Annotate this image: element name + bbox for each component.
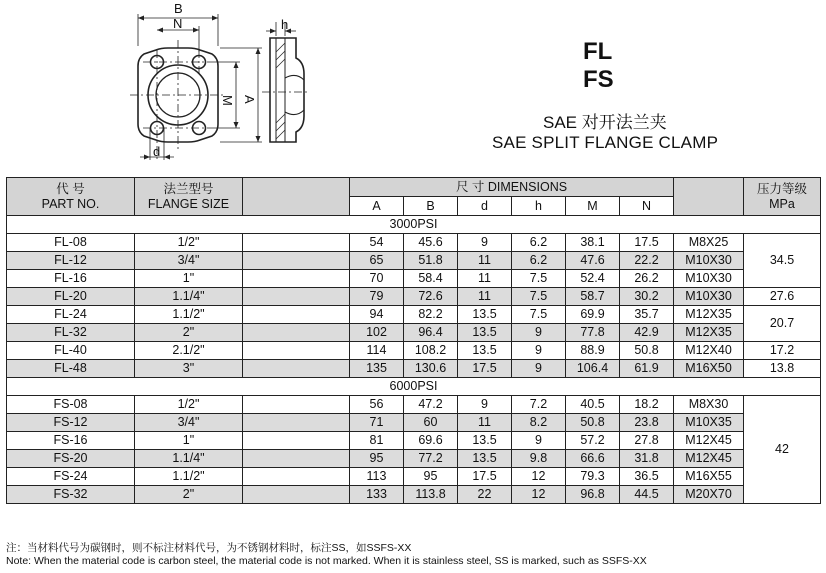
flange-size-cell: 2" <box>135 486 243 504</box>
flange-size-cell: 1" <box>135 432 243 450</box>
bolt-cell: M10X30 <box>674 270 744 288</box>
dim-n-cell: 17.5 <box>620 234 674 252</box>
dim-h-cell: 9 <box>512 432 566 450</box>
part-no-cell: FL-40 <box>7 342 135 360</box>
dim-h-cell: 7.5 <box>512 306 566 324</box>
header-dim-m: M <box>566 197 620 216</box>
flange-size-cell: 3/4" <box>135 252 243 270</box>
dim-a-cell: 79 <box>350 288 404 306</box>
notes <box>6 542 647 568</box>
dim-label-a: A <box>242 95 257 104</box>
dim-b-cell: 60 <box>404 414 458 432</box>
dim-d-cell: 11 <box>458 270 512 288</box>
dim-label-h: h <box>281 17 289 32</box>
part-no-cell: FL-48 <box>7 360 135 378</box>
dim-h-cell: 9 <box>512 324 566 342</box>
table-row <box>7 324 821 342</box>
bolt-cell: M16X55 <box>674 468 744 486</box>
flange-size-cell: 1.1/4" <box>135 288 243 306</box>
dim-a-cell: 65 <box>350 252 404 270</box>
bolt-cell: M10X30 <box>674 288 744 306</box>
dim-a-cell: 113 <box>350 468 404 486</box>
table-row <box>7 288 821 306</box>
section-header: 3000PSI <box>7 216 821 234</box>
dim-n-cell: 35.7 <box>620 306 674 324</box>
table-row <box>7 432 821 450</box>
dim-d-cell: 13.5 <box>458 342 512 360</box>
dim-m-cell: 47.6 <box>566 252 620 270</box>
header-dimensions: 尺 寸 DIMENSIONS <box>350 178 674 197</box>
blank-cell <box>243 360 350 378</box>
dim-h-cell: 12 <box>512 486 566 504</box>
bolt-cell: M12X40 <box>674 342 744 360</box>
blank-cell <box>243 450 350 468</box>
flange-size-cell: 1.1/2" <box>135 468 243 486</box>
part-no-cell: FL-16 <box>7 270 135 288</box>
dim-h-cell: 9 <box>512 342 566 360</box>
dim-a-cell: 135 <box>350 360 404 378</box>
dim-n-cell: 50.8 <box>620 342 674 360</box>
flange-size-cell: 3" <box>135 360 243 378</box>
dim-a-cell: 114 <box>350 342 404 360</box>
header-part-no-en: PART NO. <box>41 196 100 211</box>
dim-n-cell: 18.2 <box>620 396 674 414</box>
note-english: Note: When the material code is carbon steel, the material code is not marked. When it is stainless steel, SS is marked, such as SSFS-XX <box>6 555 647 567</box>
blank-cell <box>243 432 350 450</box>
dim-m-cell: 69.9 <box>566 306 620 324</box>
dim-m-cell: 79.3 <box>566 468 620 486</box>
dim-m-cell: 57.2 <box>566 432 620 450</box>
dim-h-cell: 8.2 <box>512 414 566 432</box>
dim-h-cell: 9 <box>512 360 566 378</box>
dim-h-cell: 7.5 <box>512 270 566 288</box>
dim-m-cell: 88.9 <box>566 342 620 360</box>
part-no-cell: FL-12 <box>7 252 135 270</box>
blank-cell <box>243 486 350 504</box>
flange-size-cell: 1.1/4" <box>135 450 243 468</box>
blank-cell <box>243 306 350 324</box>
table-row <box>7 486 821 504</box>
table-row <box>7 270 821 288</box>
title-chinese: SAE 对开法兰夹 <box>543 113 667 132</box>
header-dim-b: B <box>404 197 458 216</box>
pressure-cell: 20.7 <box>744 306 821 342</box>
title-english: SAE SPLIT FLANGE CLAMP <box>492 133 719 152</box>
dim-b-cell: 82.2 <box>404 306 458 324</box>
side-view-hatching <box>276 43 285 139</box>
dim-b-cell: 130.6 <box>404 360 458 378</box>
front-view-centerlines <box>130 40 226 160</box>
dim-a-cell: 94 <box>350 306 404 324</box>
flange-size-cell: 2.1/2" <box>135 342 243 360</box>
dim-d-cell: 22 <box>458 486 512 504</box>
pressure-cell: 34.5 <box>744 234 821 288</box>
dim-d-cell: 11 <box>458 252 512 270</box>
header-part-no <box>7 178 135 216</box>
dim-m-cell: 38.1 <box>566 234 620 252</box>
flange-size-cell: 3/4" <box>135 414 243 432</box>
dim-n-cell: 30.2 <box>620 288 674 306</box>
series-codes <box>583 38 614 94</box>
dimension-table <box>6 177 821 504</box>
dim-b-cell: 113.8 <box>404 486 458 504</box>
bolt-cell: M10X35 <box>674 414 744 432</box>
dim-d-cell: 11 <box>458 288 512 306</box>
dim-label-b: B <box>174 1 183 16</box>
dim-d-cell: 9 <box>458 234 512 252</box>
dim-d-cell: 17.5 <box>458 468 512 486</box>
flange-size-cell: 1/2" <box>135 396 243 414</box>
table-row <box>7 234 821 252</box>
dim-label-n: N <box>173 16 183 31</box>
dim-d-cell: 13.5 <box>458 306 512 324</box>
dim-h-cell: 9.8 <box>512 450 566 468</box>
dim-a-cell: 95 <box>350 450 404 468</box>
dim-n-cell: 22.2 <box>620 252 674 270</box>
table-row <box>7 396 821 414</box>
dim-m-cell: 77.8 <box>566 324 620 342</box>
dim-m-cell: 50.8 <box>566 414 620 432</box>
dim-b-cell: 96.4 <box>404 324 458 342</box>
dim-h-cell: 6.2 <box>512 234 566 252</box>
blank-cell <box>243 324 350 342</box>
table-row <box>7 450 821 468</box>
dim-m-cell: 96.8 <box>566 486 620 504</box>
header-blank <box>243 178 350 216</box>
bolt-cell: M8X25 <box>674 234 744 252</box>
dim-a-cell: 71 <box>350 414 404 432</box>
part-no-cell: FS-12 <box>7 414 135 432</box>
part-no-cell: FL-24 <box>7 306 135 324</box>
part-no-cell: FS-32 <box>7 486 135 504</box>
dim-n-cell: 44.5 <box>620 486 674 504</box>
table-row <box>7 252 821 270</box>
dim-a-cell: 56 <box>350 396 404 414</box>
header-flange-size <box>135 178 243 216</box>
table-row <box>7 414 821 432</box>
dim-m-cell: 52.4 <box>566 270 620 288</box>
header-flange-size-cn: 法兰型号 <box>163 181 214 196</box>
header-dim-h: h <box>512 197 566 216</box>
header-dim-d: d <box>458 197 512 216</box>
blank-cell <box>243 396 350 414</box>
dim-label-d: d <box>153 144 161 159</box>
header-bolt <box>674 178 744 216</box>
header-part-no-cn: 代 号 <box>56 181 85 196</box>
dim-b-cell: 58.4 <box>404 270 458 288</box>
dim-b-cell: 45.6 <box>404 234 458 252</box>
bolt-cell: M8X30 <box>674 396 744 414</box>
part-no-cell: FS-20 <box>7 450 135 468</box>
section-header: 6000PSI <box>7 378 821 396</box>
dim-m-cell: 40.5 <box>566 396 620 414</box>
dim-d-cell: 17.5 <box>458 360 512 378</box>
dim-n-cell: 31.8 <box>620 450 674 468</box>
dim-b-cell: 72.6 <box>404 288 458 306</box>
dim-d-cell: 11 <box>458 414 512 432</box>
table-row <box>7 342 821 360</box>
dim-d-cell: 13.5 <box>458 450 512 468</box>
part-no-cell: FS-16 <box>7 432 135 450</box>
bolt-cell: M20X70 <box>674 486 744 504</box>
pressure-cell: 13.8 <box>744 360 821 378</box>
bolt-cell: M12X35 <box>674 306 744 324</box>
header-pressure <box>744 178 821 216</box>
dim-a-cell: 81 <box>350 432 404 450</box>
dim-a-cell: 54 <box>350 234 404 252</box>
bolt-cell: M12X45 <box>674 450 744 468</box>
dim-label-m: M <box>220 95 235 106</box>
part-no-cell: FL-32 <box>7 324 135 342</box>
flange-size-cell: 1" <box>135 270 243 288</box>
blank-cell <box>243 468 350 486</box>
dim-m-cell: 66.6 <box>566 450 620 468</box>
dim-d-cell: 13.5 <box>458 432 512 450</box>
bolt-cell: M12X45 <box>674 432 744 450</box>
blank-cell <box>243 342 350 360</box>
dim-b-cell: 77.2 <box>404 450 458 468</box>
bolt-cell: M16X50 <box>674 360 744 378</box>
pressure-cell: 27.6 <box>744 288 821 306</box>
dim-n-cell: 23.8 <box>620 414 674 432</box>
series-code-fs: FS <box>583 66 614 93</box>
pressure-cell: 17.2 <box>744 342 821 360</box>
dim-h-cell: 6.2 <box>512 252 566 270</box>
blank-cell <box>243 288 350 306</box>
dim-m-cell: 58.7 <box>566 288 620 306</box>
dim-a-cell: 70 <box>350 270 404 288</box>
dim-b-cell: 47.2 <box>404 396 458 414</box>
dim-h-cell: 7.5 <box>512 288 566 306</box>
header-pressure-en: MPa <box>769 196 795 211</box>
dim-n-cell: 27.8 <box>620 432 674 450</box>
table-row <box>7 306 821 324</box>
dim-b-cell: 69.6 <box>404 432 458 450</box>
header-dim-a: A <box>350 197 404 216</box>
header-dim-n: N <box>620 197 674 216</box>
flange-size-cell: 1.1/2" <box>135 306 243 324</box>
part-no-cell: FS-08 <box>7 396 135 414</box>
table-row <box>7 468 821 486</box>
dim-n-cell: 36.5 <box>620 468 674 486</box>
dim-h-cell: 7.2 <box>512 396 566 414</box>
part-no-cell: FS-24 <box>7 468 135 486</box>
dim-d-cell: 13.5 <box>458 324 512 342</box>
dim-n-cell: 61.9 <box>620 360 674 378</box>
flange-size-cell: 1/2" <box>135 234 243 252</box>
dim-m-cell: 106.4 <box>566 360 620 378</box>
note-chinese: 注：当材料代号为碳钢时，则不标注材料代号，为不锈钢材料时，标注SS，如SSFS-XX <box>6 542 412 554</box>
table-body <box>7 216 821 504</box>
dim-d-cell: 9 <box>458 396 512 414</box>
blank-cell <box>243 234 350 252</box>
blank-cell <box>243 270 350 288</box>
flange-clamp-drawings <box>0 0 330 172</box>
side-view-drawing <box>270 38 304 142</box>
table-row <box>7 360 821 378</box>
bolt-cell: M10X30 <box>674 252 744 270</box>
flange-size-cell: 2" <box>135 324 243 342</box>
series-code-fl: FL <box>583 38 613 65</box>
part-no-cell: FL-08 <box>7 234 135 252</box>
dim-b-cell: 108.2 <box>404 342 458 360</box>
header-pressure-cn: 压力等级 <box>756 181 807 196</box>
dim-h-cell: 12 <box>512 468 566 486</box>
part-no-cell: FL-20 <box>7 288 135 306</box>
dim-a-cell: 102 <box>350 324 404 342</box>
blank-cell <box>243 414 350 432</box>
blank-cell <box>243 252 350 270</box>
dim-a-cell: 133 <box>350 486 404 504</box>
dim-n-cell: 42.9 <box>620 324 674 342</box>
dim-b-cell: 51.8 <box>404 252 458 270</box>
dim-n-cell: 26.2 <box>620 270 674 288</box>
header-flange-size-en: FLANGE SIZE <box>147 196 230 211</box>
bolt-cell: M12X35 <box>674 324 744 342</box>
dim-b-cell: 95 <box>404 468 458 486</box>
pressure-cell: 42 <box>744 396 821 504</box>
